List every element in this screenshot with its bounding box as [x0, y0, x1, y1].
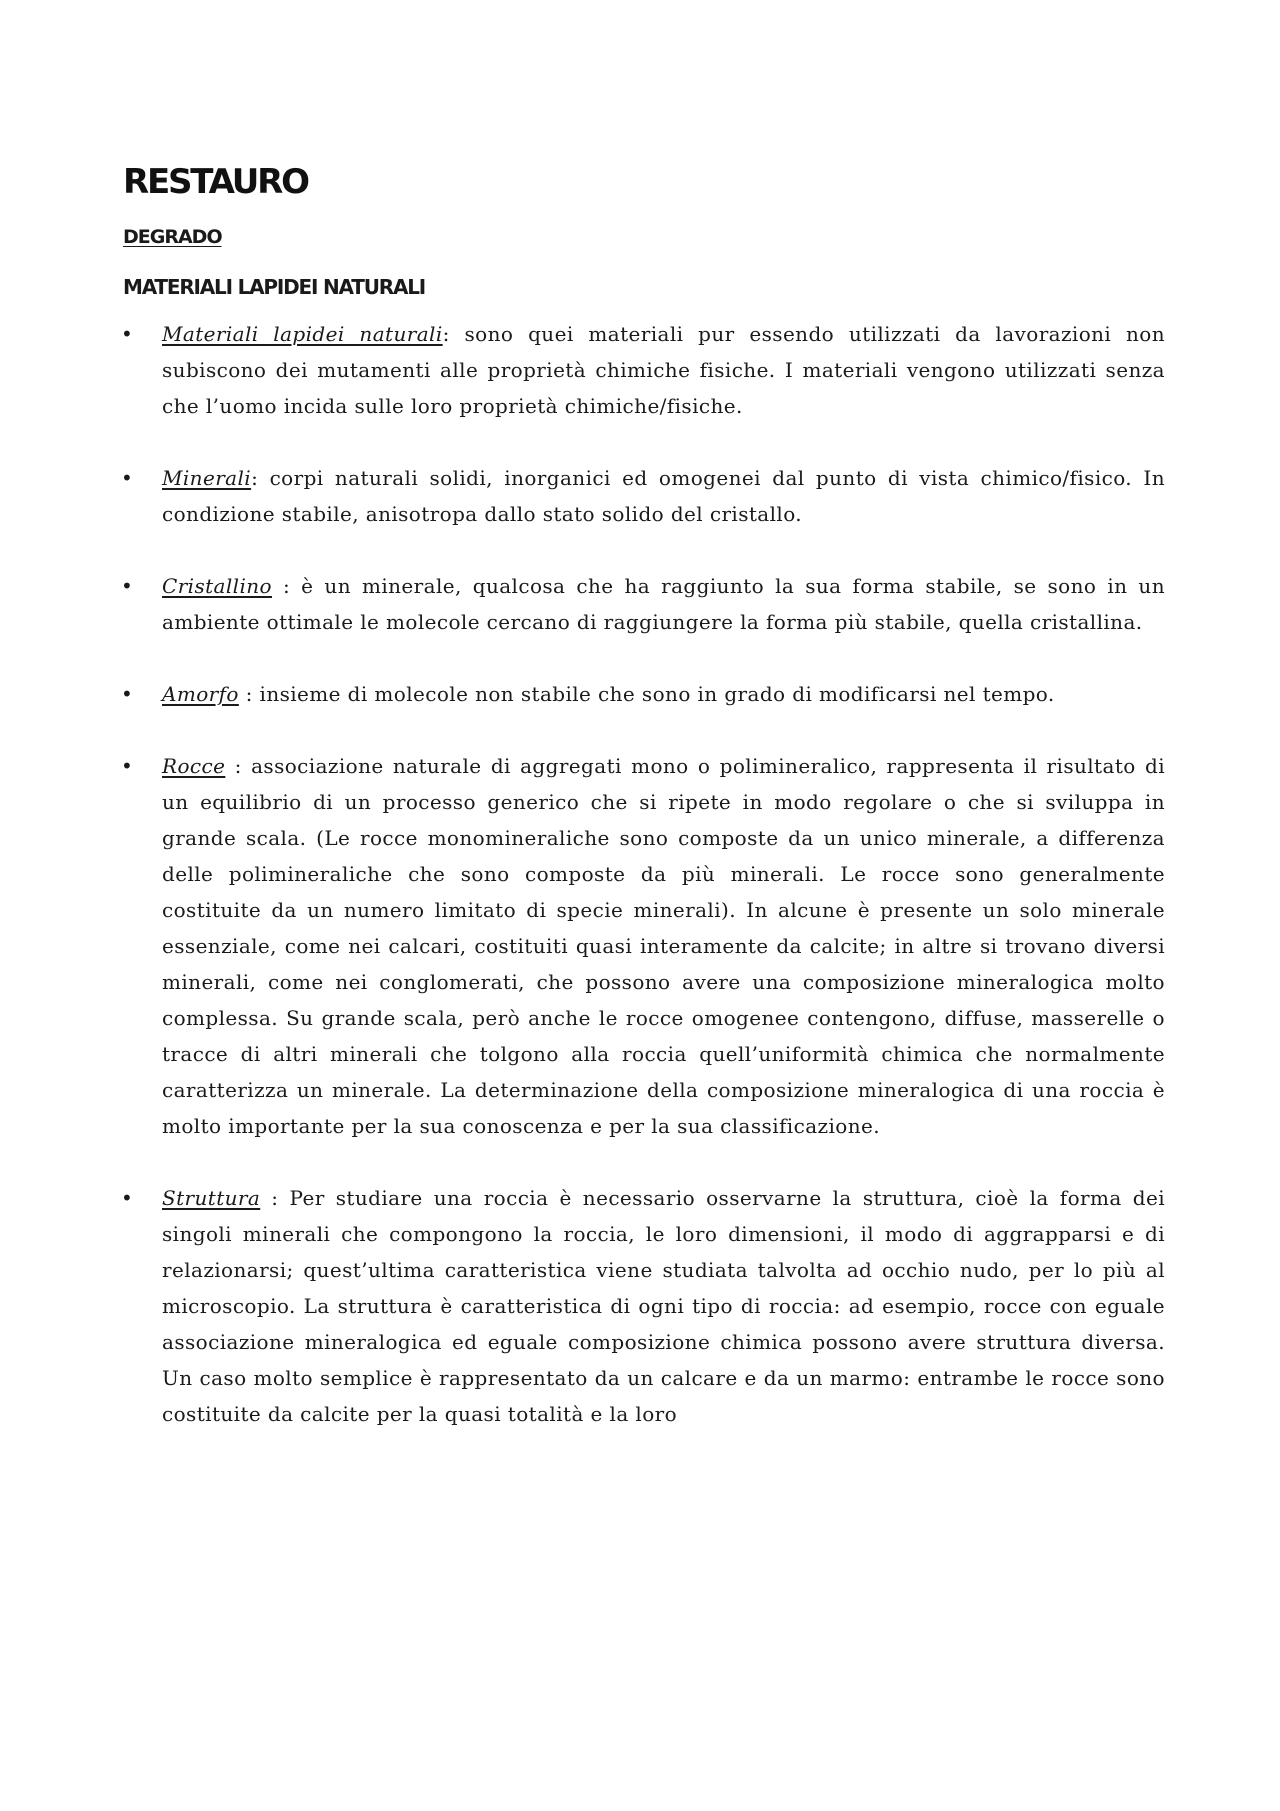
list-item [123, 748, 1165, 1144]
section-heading: MATERIALI LAPIDEI NATURALI [123, 275, 426, 299]
bullet-icon: • [121, 466, 134, 490]
bullet-icon: • [121, 322, 134, 346]
item-term: Rocce [162, 754, 226, 778]
list-item [123, 568, 1165, 640]
bullet-icon: • [121, 574, 134, 598]
list-item [123, 1180, 1165, 1432]
item-separator: : [442, 322, 450, 346]
definition-list [123, 316, 1165, 1432]
item-text: associazione naturale di aggregati mono o polimineralico, rappresenta il risultato di un equilibrio di un processo generico che si ripete in modo regolare o che si sviluppa in grande scala. (Le rocce monomineraliche sono composte da un unico minerale, a differenza delle polimineraliche che sono composte da più minerali. Le rocce sono generalmente costituite da un numero limitato di specie minerali). In alcune è presente un solo minerale essenziale, come nei calcari, costituiti quasi interamente da calcite; in altre si trovano diversi minerali, come nei conglomerati, che possono avere una composizione mineralogica molto complessa. Su grande scala, però anche le rocce omogenee contengono, diffuse, masserelle o tracce di altri minerali che tolgono alla roccia quell’uniformità chimica che normalmente caratterizza un minerale. La determinazione della composizione mineralogica di una roccia è molto importante per la sua conoscenza e per la sua classificazione. [162, 754, 1165, 1138]
list-item [123, 676, 1165, 712]
document-title: RESTAURO [123, 162, 308, 202]
item-term: Minerali [162, 466, 252, 490]
item-term: Struttura [162, 1186, 261, 1210]
item-term: Cristallino [162, 574, 272, 598]
bullet-icon: • [121, 754, 134, 778]
list-item [123, 316, 1165, 424]
item-term: Amorfo [162, 682, 239, 706]
item-separator: : [238, 682, 253, 706]
item-separator: : [251, 466, 259, 490]
item-separator: : [272, 574, 291, 598]
item-text: sono quei materiali pur essendo utilizzati da lavorazioni non subiscono dei mutamenti alle proprietà chimiche fisiche. I materiali vengono utilizzati senza che l’uomo incida sulle loro proprietà chimiche/fisiche. [162, 322, 1165, 418]
list-item [123, 460, 1165, 532]
item-term: Materiali lapidei naturali [162, 322, 443, 346]
item-text: Per studiare una roccia è necessario osservarne la struttura, cioè la forma dei singoli minerali che compongono la roccia, le loro dimensioni, il modo di aggrapparsi e di relazionarsi; quest’ultima caratteristica viene studiata talvolta ad occhio nudo, per lo più al microscopio. La struttura è caratteristica di ogni tipo di roccia: ad esempio, rocce con eguale associazione mineralogica ed eguale composizione chimica possono avere struttura diversa. Un caso molto semplice è rappresentato da un calcare e da un marmo: entrambe le rocce sono costituite da calcite per la quasi totalità e la loro [162, 1186, 1165, 1426]
section-label-degrado: DEGRADO [123, 226, 222, 248]
item-text: è un minerale, qualcosa che ha raggiunto la sua forma stabile, se sono in un ambiente ottimale le molecole cercano di raggiungere la forma più stabile, quella cristallina. [162, 574, 1165, 634]
item-separator: : [225, 754, 242, 778]
item-text: corpi naturali solidi, inorganici ed omogenei dal punto di vista chimico/fisico. In condizione stabile, anisotropa dallo stato solido del cristallo. [162, 466, 1165, 526]
item-text: insieme di molecole non stabile che sono in grado di modificarsi nel tempo. [252, 682, 1055, 706]
bullet-icon: • [121, 682, 134, 706]
item-separator: : [260, 1186, 279, 1210]
bullet-icon: • [121, 1186, 134, 1210]
